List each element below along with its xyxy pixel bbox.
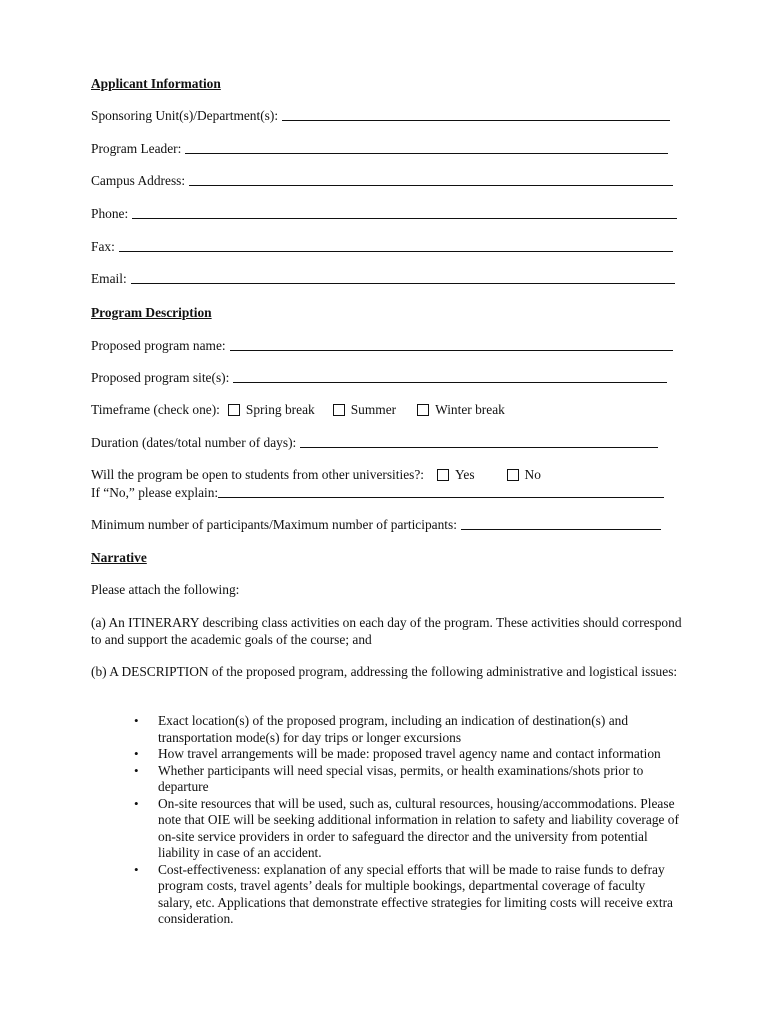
program-site-field bbox=[91, 370, 667, 386]
bullet-item: • Cost-effectiveness: explanation of any special efforts that will be made to raise funds to defray program costs, travel agents’ deals for multiple bookings, departmental coverage of faculty salary, etc. Applications that demonstrate effective strategies for limiting costs will receive extra consideration. bbox=[131, 862, 683, 928]
email-field bbox=[91, 271, 675, 287]
open-no-option[interactable] bbox=[507, 467, 541, 483]
winter-break-label: Winter break bbox=[435, 402, 505, 417]
participants-label: Minimum number of participants/Maximum number of participants: bbox=[91, 517, 457, 532]
bullet-item: • How travel arrangements will be made: proposed travel agency name and contact information bbox=[131, 746, 683, 763]
participants-field bbox=[91, 517, 661, 533]
bullet-item: • Whether participants will need special visas, permits, or health examinations/shots prior to departure bbox=[131, 763, 683, 796]
narrative-item-a: (a) An ITINERARY describing class activities on each day of the program. These activities should correspond to and support the academic goals of the course; and bbox=[91, 615, 682, 647]
duration-input-line[interactable] bbox=[300, 446, 658, 448]
no-label: No bbox=[524, 467, 541, 482]
program-leader-label: Program Leader: bbox=[91, 141, 182, 156]
duration-field bbox=[91, 435, 658, 451]
narrative-item-b: (b) A DESCRIPTION of the proposed program, addressing the following administrative and logistical issues: bbox=[91, 664, 678, 679]
phone-input-line[interactable] bbox=[132, 217, 677, 219]
phone-label: Phone: bbox=[91, 206, 129, 221]
spring-break-label: Spring break bbox=[245, 402, 315, 417]
bullet-item: • On-site resources that will be used, such as, cultural resources, housing/accommodations. Please note that OIE will be seeking additional information in relation to safety and liability coverage of on-site service providers in order to safeguard the director and the university from potential liability in case of an accident. bbox=[131, 796, 683, 862]
program-site-label: Proposed program site(s): bbox=[91, 370, 230, 385]
summer-checkbox[interactable] bbox=[333, 404, 345, 416]
timeframe-option-summer[interactable] bbox=[333, 402, 396, 418]
timeframe-label: Timeframe (check one): bbox=[91, 402, 220, 417]
program-leader-field bbox=[91, 141, 668, 157]
program-name-label: Proposed program name: bbox=[91, 338, 226, 353]
spring-break-checkbox[interactable] bbox=[228, 404, 240, 416]
program-name-field bbox=[91, 338, 673, 354]
open-to-others-question: Will the program be open to students from other universities?: bbox=[91, 467, 425, 482]
timeframe-option-spring[interactable] bbox=[228, 402, 315, 418]
yes-checkbox[interactable] bbox=[437, 469, 449, 481]
summer-label: Summer bbox=[350, 402, 397, 417]
campus-address-input-line[interactable] bbox=[189, 184, 673, 186]
open-to-others-row bbox=[91, 467, 541, 483]
campus-address-label: Campus Address: bbox=[91, 173, 186, 188]
phone-field bbox=[91, 206, 677, 222]
duration-label: Duration (dates/total number of days): bbox=[91, 435, 297, 450]
explain-field bbox=[91, 485, 664, 501]
explain-label: If “No,” please explain: bbox=[91, 485, 219, 500]
email-label: Email: bbox=[91, 271, 127, 286]
timeframe-option-winter[interactable] bbox=[417, 402, 505, 418]
participants-input-line[interactable] bbox=[461, 528, 661, 530]
narrative-intro: Please attach the following: bbox=[91, 582, 240, 597]
fax-field bbox=[91, 239, 673, 255]
program-leader-input-line[interactable] bbox=[185, 152, 668, 154]
campus-address-field bbox=[91, 173, 673, 189]
program-description-heading: Program Description bbox=[91, 305, 212, 320]
yes-label: Yes bbox=[455, 467, 475, 482]
winter-break-checkbox[interactable] bbox=[417, 404, 429, 416]
sponsoring-unit-input-line[interactable] bbox=[282, 119, 670, 121]
timeframe-row bbox=[91, 402, 505, 418]
no-checkbox[interactable] bbox=[507, 469, 519, 481]
email-input-line[interactable] bbox=[131, 282, 675, 284]
narrative-heading: Narrative bbox=[91, 550, 147, 565]
applicant-info-heading: Applicant Information bbox=[91, 76, 221, 91]
program-name-input-line[interactable] bbox=[230, 349, 673, 351]
open-yes-option[interactable] bbox=[437, 467, 474, 483]
issues-bullet-list bbox=[131, 713, 683, 928]
sponsoring-unit-label: Sponsoring Unit(s)/Department(s): bbox=[91, 108, 279, 123]
fax-input-line[interactable] bbox=[119, 250, 673, 252]
program-site-input-line[interactable] bbox=[233, 381, 667, 383]
fax-label: Fax: bbox=[91, 239, 115, 254]
explain-input-line[interactable] bbox=[218, 496, 664, 498]
sponsoring-unit-field bbox=[91, 108, 670, 124]
bullet-item: • Exact location(s) of the proposed program, including an indication of destination(s) and transportation mode(s) for day trips or longer excursions bbox=[131, 713, 683, 746]
